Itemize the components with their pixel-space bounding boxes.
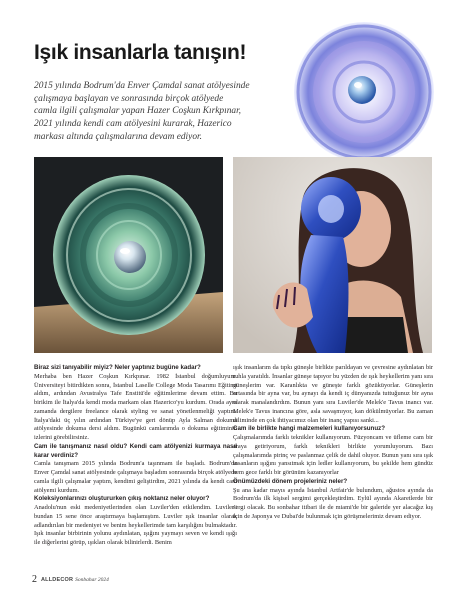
teal-glass-sun-photo [34, 157, 223, 353]
intro-line: 2015 yılında Bodrum'da Enver Çamdal sanat atölyesinde [34, 81, 250, 91]
intro-line: camla ilgili çalışmalar yapan Hazer Coşkun Kırkpınar, [34, 106, 242, 117]
issue-label: Sonbahar 2024 [75, 577, 109, 583]
interview-answer: ışık insanlarım da tıpkı güneşle birlikte parıldayan ve çevresine aydınlatan bir ruhla yaratıldı. İnsanlar güneşe tapıyor bu yüzden de ışık heykellerim yanı sıra güneşlerim var. Karanlıkta ve güneşte farklı gözüküyorlar. Güneşlerin ortasında bir ayna var, bu aynayı da kendi iç dünyanızda tuttuğunuz bir ayna olarak manalandırdım. Bunun yanı sıra Luviler'de Melek'e Tavus inancı var. Melek'e Tavus inancına göre, asla savaşmıyor, kan dökülmüyorlar. Bu zaman diliminde en çok ihtiyacımız olan bir inanç yapısı sanki... [233, 364, 433, 424]
interview-answer: Şu ana kadar mayıs ayında İstanbul Artfair'de bulundum, ağustos ayında da Bodrum'da ilk kişisel sergimi gerçekleştirdim. Eylül ayında Akaretlerde bir sergi olacak. Bu sonbahar itibari ile de miami'de bir galeride yer alacağız kış için de Japonya ve Dubai'de bulunmak için görüşmelerimiz devam ediyor. [233, 486, 433, 520]
interview-answer: Camla tanışmam 2015 yılında Bodrum'a taşınmam ile başladı. Bodrum'da Enver Çamdal sanat atölyesinde çalışmaya başladım sonrasında birçok atölyede camla ilgili çalışmalar yaptım, kendimi geliştirdim, 2021 yılında da kendi cam atölyemi kurdum. [34, 460, 237, 494]
interview-answer: Çalışmalarımda farklı teknikler kullanıyorum. Füzyoncam ve üfleme cam bir araya getiriyorum, farklı teknikleri birlikte yorumluyorum. Bazı çalışmalarımda pirinç ve paslanmaz çelik de dahil oluyor. Bunun yanı sıra ışık insanların ışığını yansıtmak için ledler kullanıyorum, bu şekilde hem gündüz hem gece farklı bir görünüm kazanıyorlar [233, 434, 433, 476]
artist-portrait-graphic [233, 157, 432, 353]
page-footer [32, 574, 109, 585]
interview-question: Önümüzdeki dönem projeleriniz neler? [233, 477, 348, 485]
interview-question: Cam ile tanışmanız nasıl oldu? Kendi cam atölyenizi kurmaya nasıl karar verdiniz? [34, 442, 237, 459]
article-column-left [34, 364, 237, 548]
glass-sun-sculpture-graphic [290, 18, 438, 166]
intro-line: markası altında çalışmalarına devam ediyor. [34, 131, 202, 142]
article-title: Işık insanlarla tanışın! [34, 41, 247, 64]
article-intro [34, 80, 274, 144]
intro-line: çalışmaya başlayan ve sonrasında birçok atölyede [34, 93, 224, 104]
interview-answer: Merhaba ben Hazer Coşkun Kırkpınar. 1982 İstanbul doğumluyum. Üniversiteyi bitirdikten sonra, İstanbul Laselle College Moda Tasarımı Eğitimi aldım, ardından Avustralya Tafe Enstitü'de eğitimlerime devam ettim. Bu birikim ile İtalya'da kendi moda markam olan Hazerico'yu kurdum. Orada aynı zamanda dergilere freelance olarak styling ve sanat yönetlenmeliği yaptım. İtalya'daki üç yılın ardından Türkiye'ye geri dönüp Ayla Salman dokuma atölyesinde dokuma dersi aldım. Bugünkü camlarımda o dokuma eğitiminin izlerini görebilirsiniz. [34, 372, 237, 441]
magazine-brand: ALLDECOR [41, 577, 74, 583]
interview-question: Koleksiyonlarınızı oluştururken çıkış noktanız neler oluyor? [34, 495, 210, 503]
interview-answer: Anadolu'nun eski medeniyetlerinden olan Luviler'den etkilendim. Luviler'i bundan 15 sene önce araştırmaya başlamıştım. Luviler ışık insanlar olarak adlandırılan bir medeniyet ve benim heykellerimde tam karşılığını bulmaktadır. Işık insanlar birbirinin yolunu aydınlatan, ışığını yaymayı seven ve kendi ışığı ile diğerlerini görüp, ışıkları olarak bilinirlerdi. Benim [34, 504, 237, 546]
glass-sun-sculpture-image [290, 18, 438, 166]
teal-glass-sun-graphic [34, 157, 223, 353]
intro-line: 2021 yılında kendi cam atölyesini kurarak, Hazerico [34, 119, 232, 130]
interview-question: Biraz sizi tanıyabilir miyiz? Neler yaptınız bugüne kadar? [34, 364, 201, 371]
interview-question: Cam ile birlikte hangi malzemeleri kullanıyorsunuz? [233, 425, 385, 433]
article-column-right [233, 364, 433, 522]
page-number: 2 [32, 574, 37, 585]
artist-portrait-photo [233, 157, 432, 353]
